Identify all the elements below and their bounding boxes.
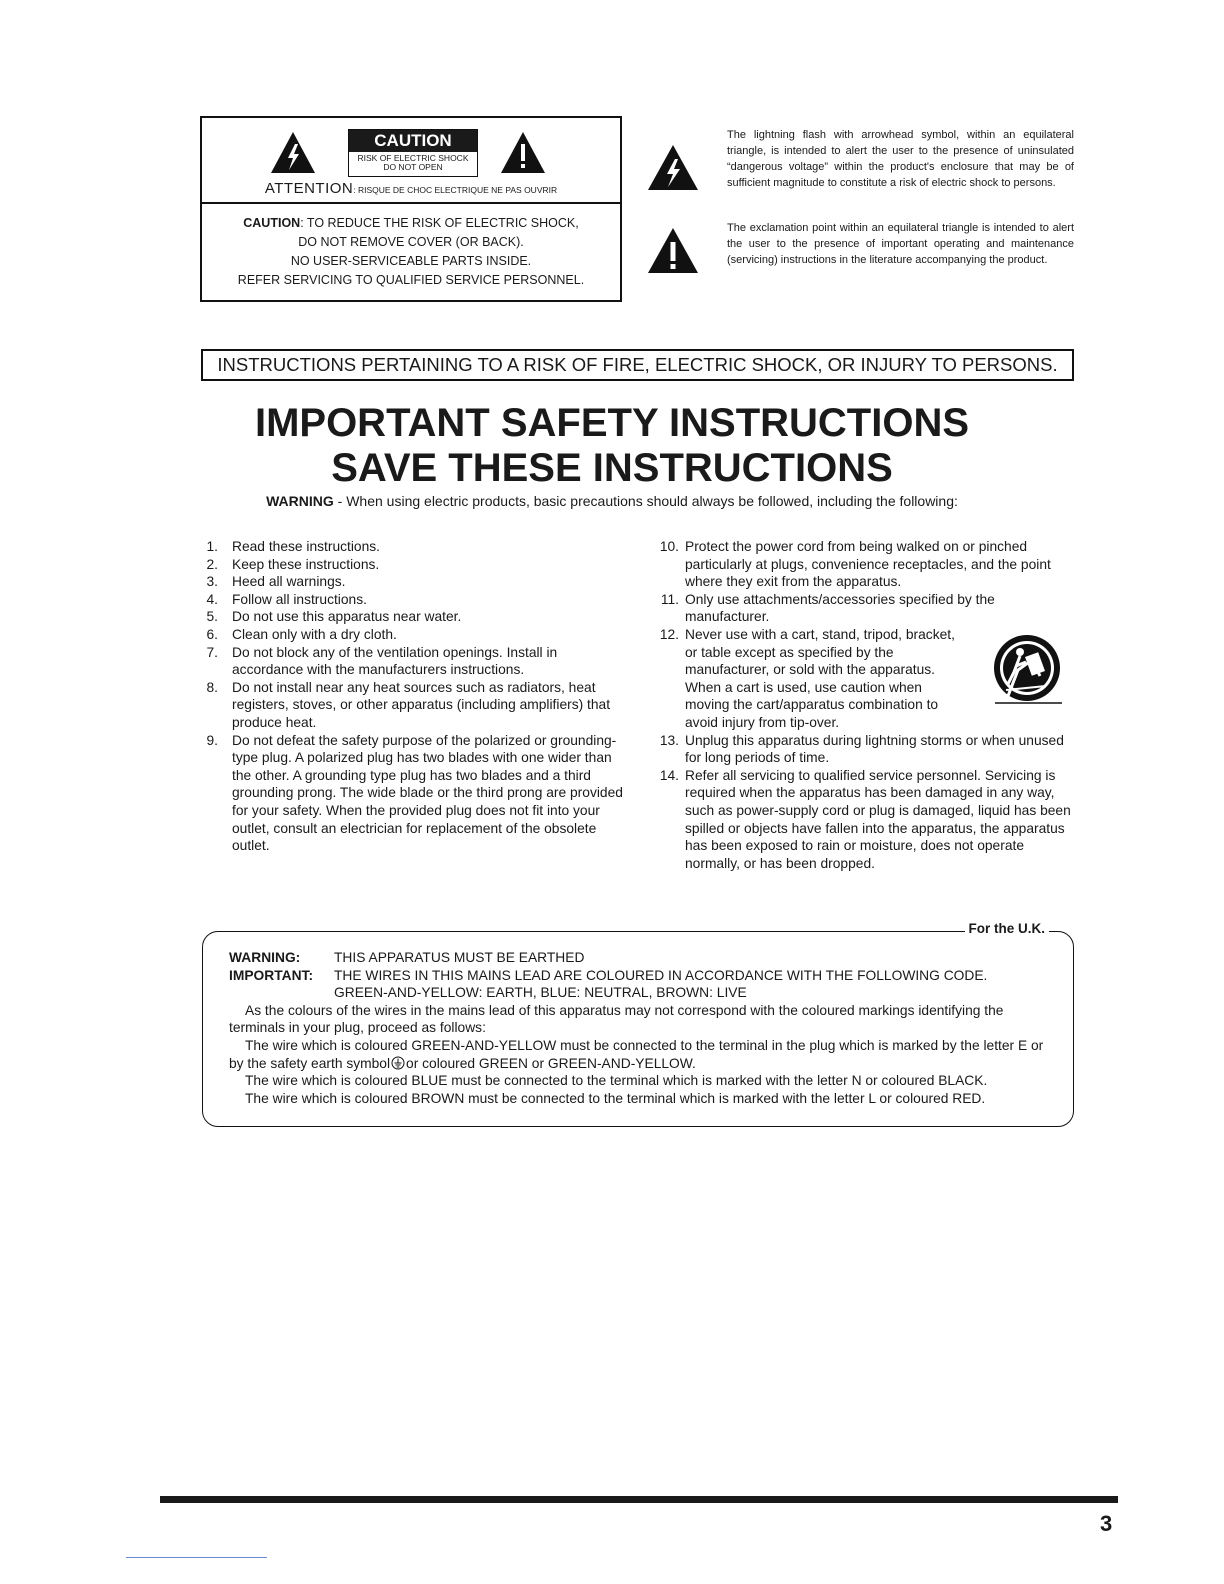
caution-subtitle [349,152,477,172]
caution-subtitle-line1: RISK OF ELECTRIC SHOCK [357,153,469,163]
uk-warning-label: WARNING: [229,950,301,965]
item-text: Keep these instructions. [232,556,380,572]
item-number: 2. [206,556,218,572]
page-number: 3 [1100,1511,1113,1536]
attention-line [202,180,620,198]
item-text: Read these instructions. [232,539,381,554]
item-number: 10. [659,539,679,554]
list-item [200,626,628,644]
earth-symbol-icon [391,1056,405,1070]
uk-para-2 [229,1037,1047,1072]
item-text: Clean only with a dry cloth. [232,626,397,642]
item-text: Follow all instructions. [232,591,367,607]
list-item [200,644,628,679]
warning-text: - When using electric products, basic precautions should always be followed, including the following: [333,493,958,509]
item-text: Do not use this apparatus near water. [232,609,462,625]
cart-tip-over-icon [988,630,1062,710]
attention-french: : RISQUE DE CHOC ELECTRIQUE NE PAS OUVRIR [353,185,558,195]
uk-para-1: As the colours of the wires in the mains lead of this apparatus may not correspond with the coloured markings identifying the terminals in your plug, proceed as follows: [229,1002,1004,1036]
caution-title: CAUTION [349,130,477,152]
uk-para-4: The wire which is coloured BROWN must be connected to the terminal which is marked with the letter L or coloured RED. [245,1090,986,1106]
caution-box [200,116,622,302]
item-number: 5. [206,609,218,625]
item-number: 14. [659,767,679,783]
exclamation-symbol-icon [647,226,699,274]
uk-content [229,949,1047,1107]
item-number: 1. [206,539,218,554]
caution-body-line3: NO USER-SERVICEABLE PARTS INSIDE. [290,254,532,268]
uk-para-2a: The wire which is coloured GREEN-AND-YELLOW must be connected to the terminal in the plug which is marked by the letter E or by the safety earth symbol [229,1037,1044,1071]
caution-body-line2: DO NOT REMOVE COVER (OR BACK). [298,235,524,249]
caution-body-line4: REFER SERVICING TO QUALIFIED SERVICE PERSONNEL. [237,273,585,287]
page-subtitle: SAVE THESE INSTRUCTIONS [331,446,893,490]
item-text: Only use attachments/accessories specified by the manufacturer. [685,591,995,625]
item-text: Do not install near any heat sources such as radiators, heat registers, stoves, or other apparatus (including amplifiers) that produce heat. [232,679,611,730]
list-item [200,679,628,732]
item-number: 11. [660,591,679,607]
list-item [655,591,1075,626]
item-text: Never use with a cart, stand, tripod, bracket, or table except as specified by the manufacturer, or sold with the apparatus. When a cart is used, use caution when moving the cart/apparatus combination to avoid injury from tip-over. [685,626,955,730]
item-text: Refer all servicing to qualified service personnel. Servicing is required when the apparatus has been damaged in any way, such as power-supply cord or plug is damaged, liquid has been spilled or objects have fallen into the apparatus, the apparatus has been exposed to rain or moisture, does not operate normally, or has been dropped. [685,767,1071,871]
list-item [655,732,1075,767]
item-number: 6. [206,626,218,642]
caution-body-line1: : TO REDUCE THE RISK OF ELECTRIC SHOCK, [300,216,579,230]
exclamation-symbol-text: The exclamation point within an equilateral triangle is intended to alert the user to the presence of important operating and maintenance (servicing) instructions in the literature accompanying the product. [727,222,1074,266]
item-number: 13. [659,732,679,748]
caution-body [202,214,620,290]
item-number: 7. [206,644,218,660]
uk-para-3: The wire which is coloured BLUE must be connected to the terminal which is marked with the letter N or coloured BLACK. [245,1073,988,1089]
uk-important-row [229,967,1047,985]
item-text: Unplug this apparatus during lightning storms or when unused for long periods of time. [685,732,1064,766]
uk-warning-row [229,949,1047,967]
list-item [200,556,628,574]
list-item [200,538,628,556]
uk-important-label: IMPORTANT: [229,967,314,983]
list-item [200,573,628,591]
caution-prefix: CAUTION [243,216,301,230]
uk-important-text: THE WIRES IN THIS MAINS LEAD ARE COLOURED IN ACCORDANCE WITH THE FOLLOWING CODE. [334,967,988,983]
risk-banner: INSTRUCTIONS PERTAINING TO A RISK OF FIRE, ELECTRIC SHOCK, OR INJURY TO PERSONS. [201,349,1074,381]
uk-label: For the U.K. [965,921,1050,936]
lightning-symbol-text: The lightning flash with arrowhead symbol, within an equilateral triangle, is intended to alert the user to the presence of uninsulated “dangerous voltage” within the product's enclosure that may be of sufficient magnitude to constitute a risk of electric shock to persons. [727,129,1074,189]
item-text: Do not defeat the safety purpose of the polarized or grounding-type plug. A polarized plug has two blades with one wider than the other. A grounding type plug has two blades and a third grounding prong. The wide blade or the third prong are provided for your safety. When the provided plug does not fit into your outlet, consult an electrician for replacement of the obsolete outlet. [232,732,623,854]
item-number: 9. [206,732,218,748]
uk-wiring-box [202,921,1074,1127]
item-text: Do not block any of the ventilation openings. Install in accordance with the manufacturers instructions. [232,644,558,678]
caution-label-area [202,118,620,204]
bottom-link-line [126,1557,267,1558]
warning-label: WARNING [266,493,334,509]
item-number: 3. [206,574,218,590]
item-number: 4. [206,591,218,607]
instructions-left [200,538,628,855]
list-item [200,608,628,626]
list-item [655,538,1075,591]
list-item [200,591,628,609]
item-number: 12. [659,626,679,642]
list-item [200,732,628,855]
caution-subtitle-line2: DO NOT OPEN [383,162,443,172]
list-item [655,767,1075,873]
attention-word: ATTENTION [264,180,354,197]
caution-label [348,129,478,177]
exclamation-warning-icon [500,130,546,174]
uk-code-line: GREEN-AND-YELLOW: EARTH, BLUE: NEUTRAL, BROWN: LIVE [334,985,747,1001]
item-number: 8. [206,679,218,695]
item-text: Heed all warnings. [232,574,346,590]
item-text: Protect the power cord from being walked on or pinched particularly at plugs, convenience receptacles, and the point where they exit from the apparatus. [685,539,1051,590]
lightning-symbol-icon [647,143,699,191]
footer-rule [160,1496,1118,1503]
uk-para-2b: or coloured GREEN or GREEN-AND-YELLOW. [406,1055,696,1071]
uk-warning-text: THIS APPARATUS MUST BE EARTHED [334,950,585,965]
lightning-warning-icon [270,130,316,174]
warning-line [0,493,1224,509]
page-title: IMPORTANT SAFETY INSTRUCTIONS [254,401,970,445]
